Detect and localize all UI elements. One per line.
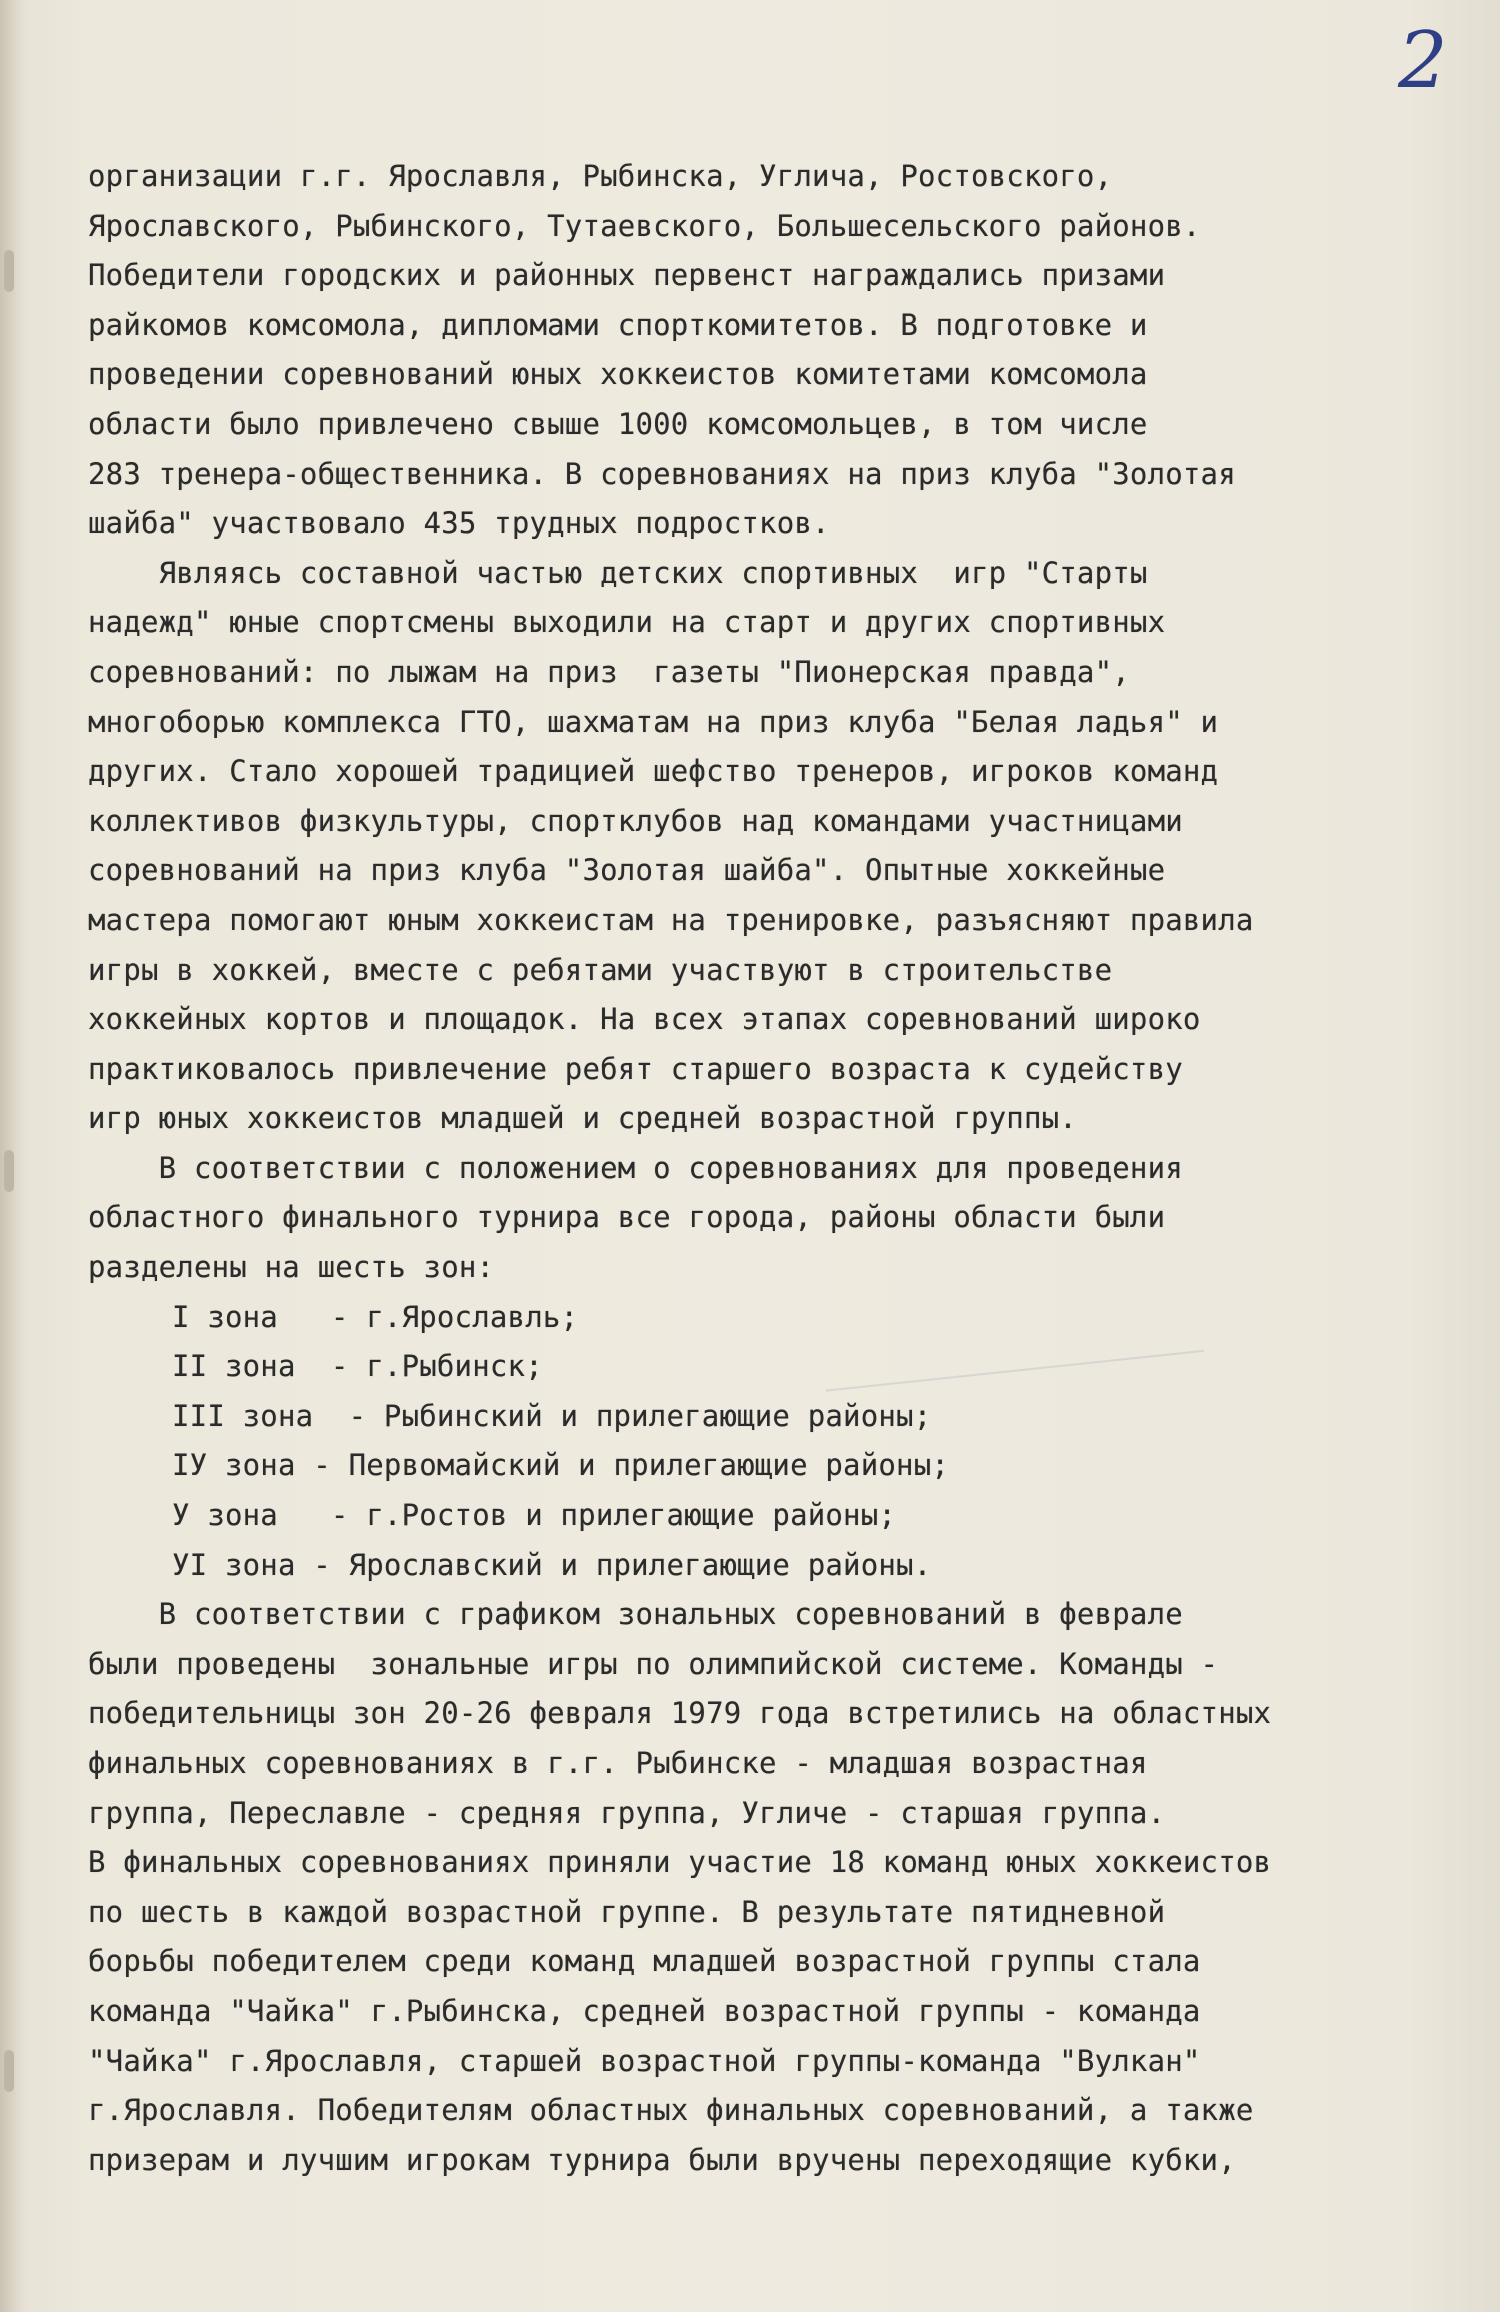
paragraph-4: [88, 1590, 1460, 2185]
text-line: области было привлечено свыше 1000 комсомольцев, в том числе: [88, 406, 1148, 441]
zone-item: III зона - Рыбинский и прилегающие районы;: [172, 1398, 932, 1433]
text-line: по шесть в каждой возрастной группе. В результате пятидневной: [88, 1894, 1166, 1929]
binding-hole: [4, 1150, 14, 1192]
paragraph-2: [88, 549, 1460, 1144]
text-line: Являясь составной частью детских спортивных игр "Старты: [88, 555, 1148, 590]
page-binding-edge: [0, 0, 26, 2312]
text-line: победительницы зон 20-26 февраля 1979 года встретились на областных: [88, 1696, 1272, 1731]
text-line: игры в хоккей, вместе с ребятами участвуют в строительстве: [88, 952, 1113, 987]
zone-list: [88, 1293, 1460, 1591]
text-line: многоборью комплекса ГТО, шахматам на приз клуба "Белая ладья" и: [88, 704, 1219, 739]
paragraph-1: [88, 152, 1460, 549]
text-line: борьбы победителем среди команд младшей возрастной группы стала: [88, 1944, 1201, 1979]
text-line: "Чайка" г.Ярославля, старшей возрастной группы-команда "Вулкан": [88, 2043, 1201, 2078]
text-line: практиковалось привлечение ребят старшего возраста к судейству: [88, 1051, 1183, 1086]
text-line: хоккейных кортов и площадок. На всех этапах соревнований широко: [88, 1002, 1201, 1037]
text-line: В соответствии с положением о соревнованиях для проведения: [88, 1150, 1183, 1185]
text-line: других. Стало хорошей традицией шефство тренеров, игроков команд: [88, 754, 1219, 789]
zone-item: II зона - г.Рыбинск;: [172, 1349, 543, 1384]
text-line: г.Ярославля. Победителям областных финальных соревнований, а также: [88, 2093, 1254, 2128]
text-line: финальных соревнованиях в г.г. Рыбинске - младшая возрастная: [88, 1746, 1148, 1780]
paragraph-3: [88, 1144, 1460, 1293]
zone-item: I зона - г.Ярославль;: [172, 1299, 579, 1334]
text-line: призерам и лучшим игрокам турнира были вручены переходящие кубки,: [88, 2142, 1236, 2177]
text-line: разделены на шесть зон:: [88, 1250, 495, 1285]
handwritten-page-number: 2: [1398, 16, 1448, 106]
zone-item: IУ зона - Первомайский и прилегающие районы;: [172, 1448, 950, 1483]
text-line: райкомов комсомола, дипломами спорткомитетов. В подготовке и: [88, 307, 1148, 342]
text-line: шайба" участвовало 435 трудных подростков.: [88, 506, 830, 541]
typewritten-text: [88, 152, 1460, 2185]
text-line: проведении соревнований юных хоккеистов комитетами комсомола: [88, 357, 1148, 392]
text-line: 283 тренера-общественника. В соревнованиях на приз клуба "Золотая: [88, 456, 1236, 491]
binding-hole: [4, 2050, 14, 2092]
text-line: организации г.г. Ярославля, Рыбинска, Углича, Ростовского,: [88, 159, 1113, 193]
text-line: Ярославского, Рыбинского, Тутаевского, Большесельского районов.: [88, 208, 1201, 243]
text-line: группа, Переславле - средняя группа, Угличе - старшая группа.: [88, 1795, 1166, 1830]
text-line: мастера помогают юным хоккеистам на тренировке, разъясняют правила: [88, 902, 1254, 937]
text-line: В соответствии с графиком зональных соревнований в феврале: [88, 1597, 1183, 1632]
binding-hole: [4, 250, 14, 292]
text-line: соревнований: по лыжам на приз газеты "Пионерская правда",: [88, 654, 1130, 689]
text-line: игр юных хоккеистов младшей и средней возрастной группы.: [88, 1101, 1077, 1136]
text-line: коллективов физкультуры, спортклубов над командами участницами: [88, 803, 1183, 838]
zone-item: УI зона - Ярославский и прилегающие районы.: [172, 1547, 932, 1582]
zone-item: У зона - г.Ростов и прилегающие районы;: [172, 1498, 897, 1533]
text-line: В финальных соревнованиях приняли участие 18 команд юных хоккеистов: [88, 1845, 1272, 1880]
text-line: областного финального турнира все города, районы области были: [88, 1200, 1166, 1235]
text-line: были проведены зональные игры по олимпийской системе. Команды -: [88, 1646, 1219, 1681]
text-line: Победители городских и районных первенст награждались призами: [88, 258, 1166, 293]
text-line: команда "Чайка" г.Рыбинска, средней возрастной группы - команда: [88, 1993, 1201, 2028]
text-line: надежд" юные спортсмены выходили на старт и других спортивных: [88, 605, 1166, 640]
text-line: соревнований на приз клуба "Золотая шайба". Опытные хоккейные: [88, 853, 1166, 888]
